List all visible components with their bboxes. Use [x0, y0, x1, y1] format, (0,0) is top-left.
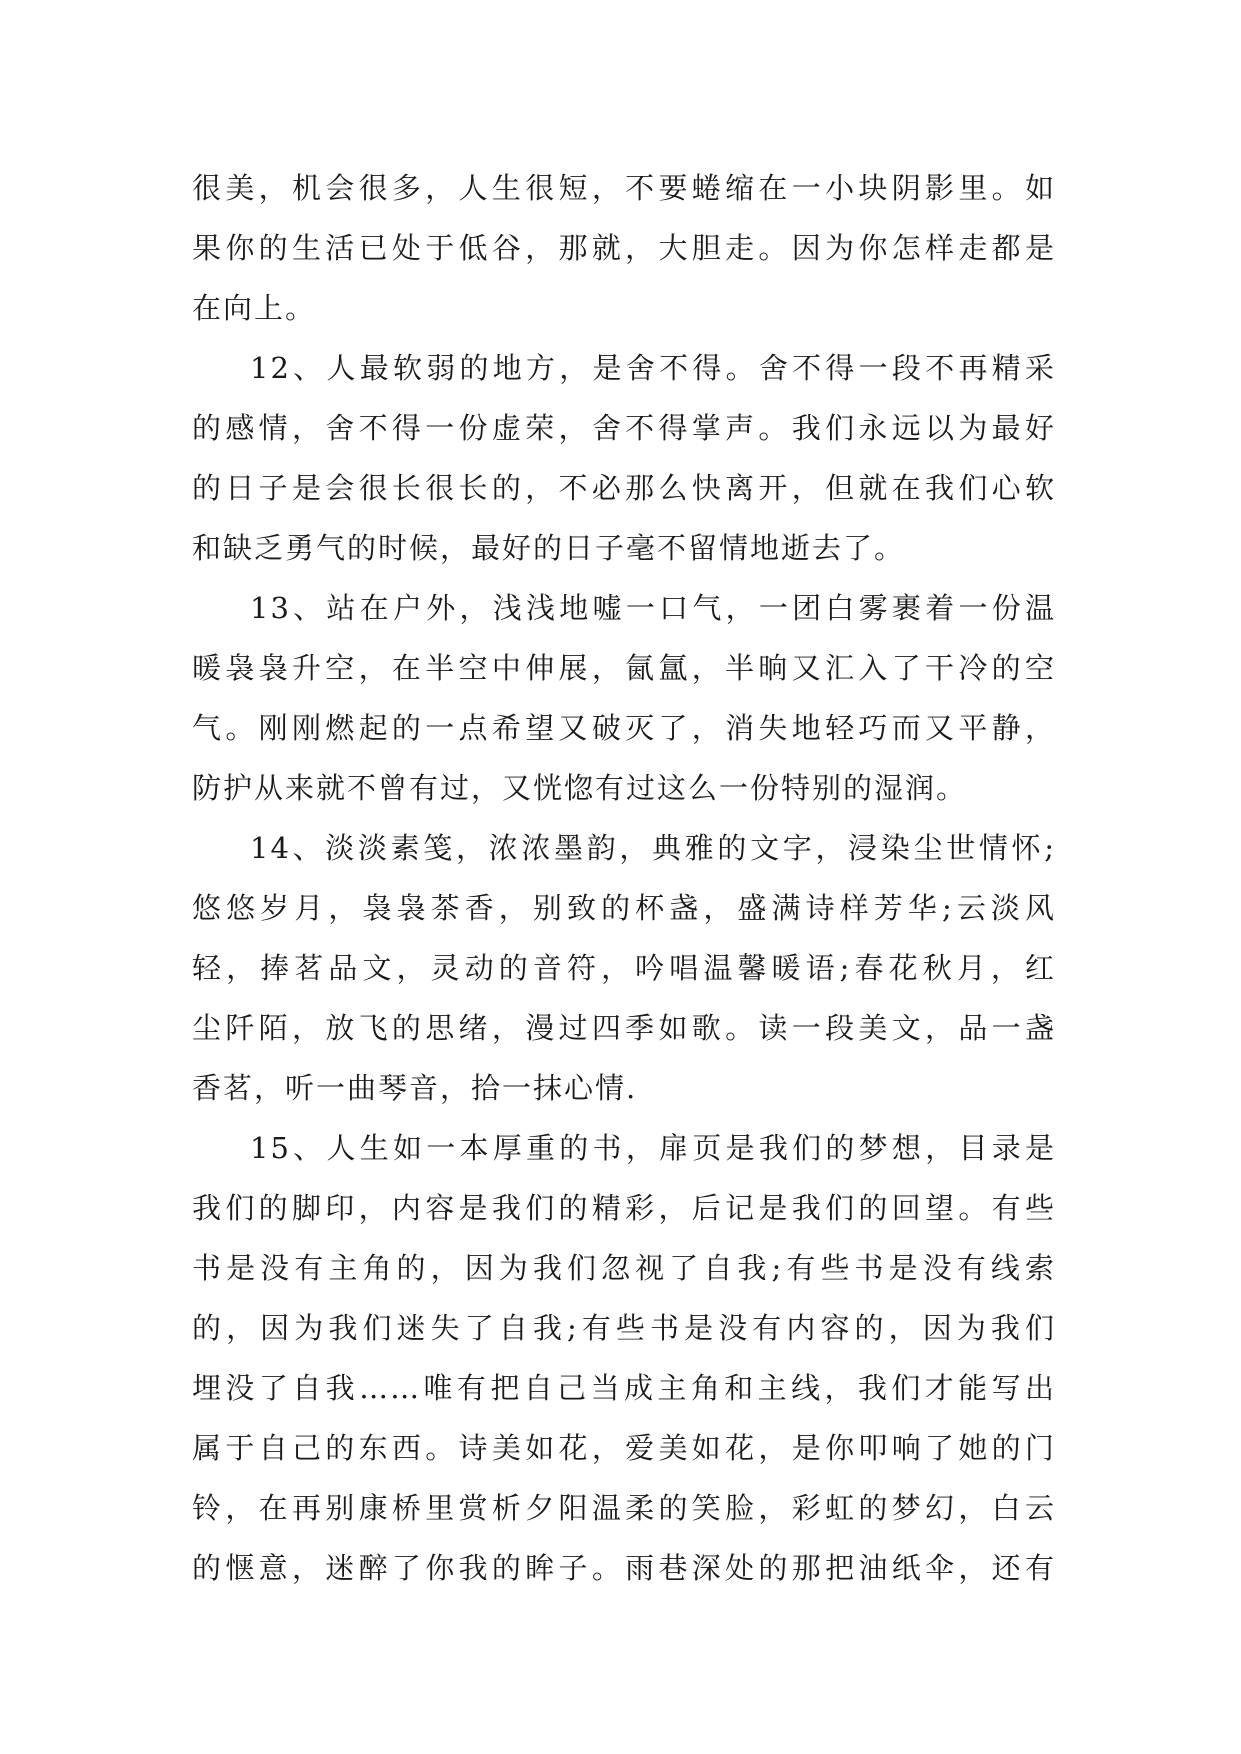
text-line: 的，因为我们迷失了自我;有些书是没有内容的，因为我们	[192, 1311, 1056, 1345]
text-line: 13、站在户外，浅浅地嘘一口气，一团白雾裹着一份温	[250, 591, 1056, 625]
text-line: 铃，在再别康桥里赏析夕阳温柔的笑脸，彩虹的梦幻，白云	[192, 1491, 1056, 1525]
text-line: 在向上。	[192, 291, 317, 325]
text-line: 的日子是会很长很长的，不必那么快离开，但就在我们心软	[192, 471, 1056, 505]
text-line: 书是没有主角的，因为我们忽视了自我;有些书是没有线索	[192, 1251, 1056, 1285]
text-line: 很美，机会很多，人生很短，不要蜷缩在一小块阴影里。如	[192, 171, 1056, 205]
text-line: 我们的脚印，内容是我们的精彩，后记是我们的回望。有些	[192, 1191, 1056, 1225]
text-line: 暖袅袅升空，在半空中伸展，氤氲，半晌又汇入了干冷的空	[192, 651, 1056, 685]
text-line: 的感情，舍不得一份虚荣，舍不得掌声。我们永远以为最好	[192, 411, 1056, 445]
text-line: 埋没了自我……唯有把自己当成主角和主线，我们才能写出	[192, 1371, 1056, 1405]
text-line: 尘阡陌，放飞的思绪，漫过四季如歌。读一段美文，品一盏	[192, 1011, 1056, 1045]
text-line: 轻，捧茗品文，灵动的音符，吟唱温馨暖语;春花秋月，红	[192, 951, 1056, 985]
text-line: 和缺乏勇气的时候，最好的日子毫不留情地逝去了。	[192, 531, 906, 565]
text-line: 防护从来就不曾有过，又恍惚有过这么一份特别的湿润。	[192, 771, 968, 805]
text-line: 悠悠岁月，袅袅茶香，别致的杯盏，盛满诗样芳华;云淡风	[192, 891, 1056, 925]
document-body	[192, 158, 1056, 1598]
text-line: 属于自己的东西。诗美如花，爱美如花，是你叩响了她的门	[192, 1431, 1056, 1465]
text-line: 12、人最软弱的地方，是舍不得。舍不得一段不再精采	[250, 351, 1056, 385]
text-line: 果你的生活已处于低谷，那就，大胆走。因为你怎样走都是	[192, 231, 1056, 265]
text-line: 的惬意，迷醉了你我的眸子。雨巷深处的那把油纸伞，还有	[192, 1551, 1056, 1585]
text-line: 15、人生如一本厚重的书，扉页是我们的梦想，目录是	[250, 1131, 1056, 1165]
text-line: 气。刚刚燃起的一点希望又破灭了，消失地轻巧而又平静，	[192, 711, 1056, 745]
text-line: 14、淡淡素笺，浓浓墨韵，典雅的文字，浸染尘世情怀;	[250, 831, 1056, 865]
text-line: 香茗，听一曲琴音，拾一抹心情.	[192, 1071, 638, 1105]
